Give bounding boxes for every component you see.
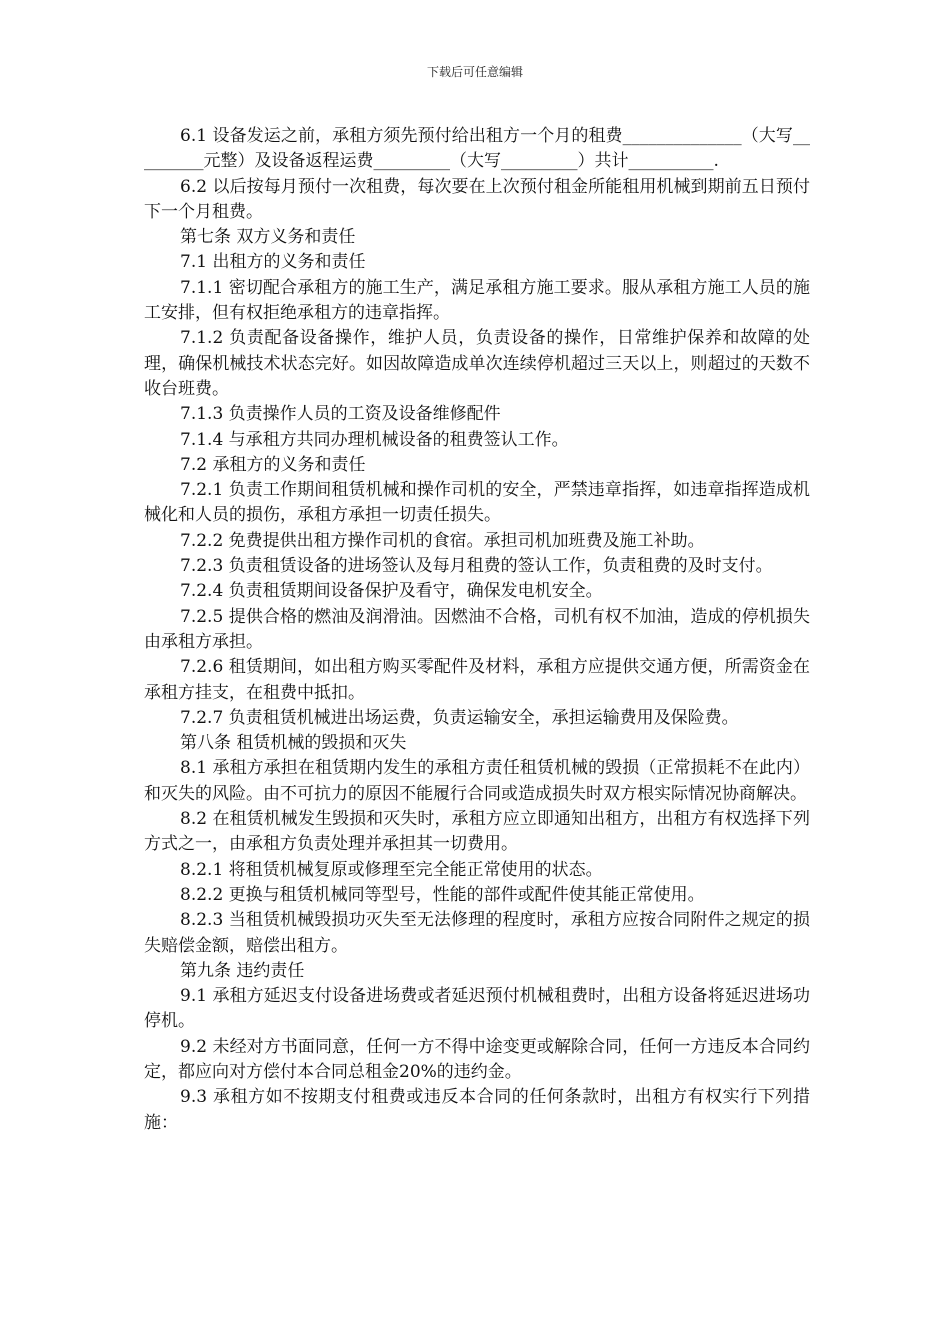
clause-6-2: 6.2 以后按每月预付一次租费，每次要在上次预付租金所能租用机械到期前五日预付下一个月租费。 [144, 176, 810, 222]
clause-7-2-1: 7.2.1 负责工作期间租赁机械和操作司机的安全，严禁违章指挥，如违章指挥造成机械化和人员的损伤，承租方承担一切责任损失。 [144, 480, 810, 526]
clause-8-2-2: 8.2.2 更换与租赁机械同等型号，性能的部件或配件使其能正常使用。 [180, 884, 705, 905]
clause-7-2-4: 7.2.4 负责租赁期间设备保护及看守，确保发电机安全。 [180, 581, 603, 602]
article-8-heading: 第八条 租赁机械的毁损和灭失 [180, 733, 407, 754]
clause-8-2: 8.2 在租赁机械发生毁损和灭失时，承租方应立即通知出租方，出租方有权选择下列方式之一，由承租方负责处理并承担其一切费用。 [144, 809, 810, 855]
clause-7-1-1: 7.1.1 密切配合承租方的施工生产，满足承租方施工要求。服从承租方施工人员的施工安排，但有权拒绝承租方的违章指挥。 [144, 277, 810, 324]
clause-7-2-3: 7.2.3 负责租赁设备的进场签认及每月租费的签认工作，负责租费的及时支付。 [180, 556, 773, 577]
clause-9-3: 9.3 承租方如不按期支付租费或违反本合同的任何条款时，出租方有权实行下列措施： [144, 1087, 810, 1133]
clause-7-2-7: 7.2.7 负责租赁机械进出场运费，负责运输安全，承担运输费用及保险费。 [180, 707, 739, 728]
article-9-heading: 第九条 违约责任 [180, 960, 305, 981]
clause-9-1: 9.1 承租方延迟支付设备进场费或者延迟预付机械租费时，出租方设备将延迟进场功停机。 [144, 986, 810, 1032]
clause-8-2-1: 8.2.1 将租赁机械复原或修理至完全能正常使用的状态。 [180, 859, 603, 880]
clause-7-1-2: 7.1.2 负责配备设备操作，维护人员，负责设备的操作，日常维护保养和故障的处理，确保机械技术状态完好。如因故障造成单次连续停机超过三天以上，则超过的天数不收台班费。 [144, 328, 810, 399]
clause-7-2-6: 7.2.6 租赁期间，如出租方购买零配件及材料，承租方应提供交通方便，所需资金在承租方挂支，在租费中抵扣。 [144, 657, 810, 703]
clause-7-2-2: 7.2.2 免费提供出租方操作司机的食宿。承担司机加班费及施工补助。 [180, 530, 705, 551]
clause-7-1-3: 7.1.3 负责操作人员的工资及设备维修配件 [180, 404, 501, 425]
clause-7-1: 7.1 出租方的义务和责任 [180, 252, 366, 273]
clause-7-1-4: 7.1.4 与承租方共同办理机械设备的租费签认工作。 [180, 429, 569, 450]
clause-7-2: 7.2 承租方的义务和责任 [180, 454, 366, 475]
clause-6-1: 6.1 设备发运之前，承租方须先预付给出租方一个月的租费______________（大写_________元整）及设备返程运费_________（大写_________）共计__________. [144, 126, 810, 172]
clause-9-2: 9.2 未经对方书面同意，任何一方不得中途变更或解除合同，任何一方违反本合同约定，都应向对方偿付本合同总租金20%的违约金。 [144, 1036, 810, 1082]
clause-8-2-3: 8.2.3 当租赁机械毁损功灭失至无法修理的程度时，承租方应按合同附件之规定的损失赔偿金额，赔偿出租方。 [144, 910, 810, 956]
clause-8-1: 8.1 承租方承担在租赁期内发生的承租方责任租赁机械的毁损（正常损耗不在此内）和灭失的风险。由不可抗力的原因不能履行合同或造成损失时双方根实际情况协商解决。 [144, 758, 810, 804]
contract-body [144, 124, 810, 1136]
clause-7-2-5: 7.2.5 提供合格的燃油及润滑油。因燃油不合格，司机有权不加油，造成的停机损失由承租方承担。 [144, 606, 810, 652]
download-note-header: 下载后可任意编辑 [426, 65, 523, 79]
article-7-heading: 第七条 双方义务和责任 [180, 227, 356, 248]
